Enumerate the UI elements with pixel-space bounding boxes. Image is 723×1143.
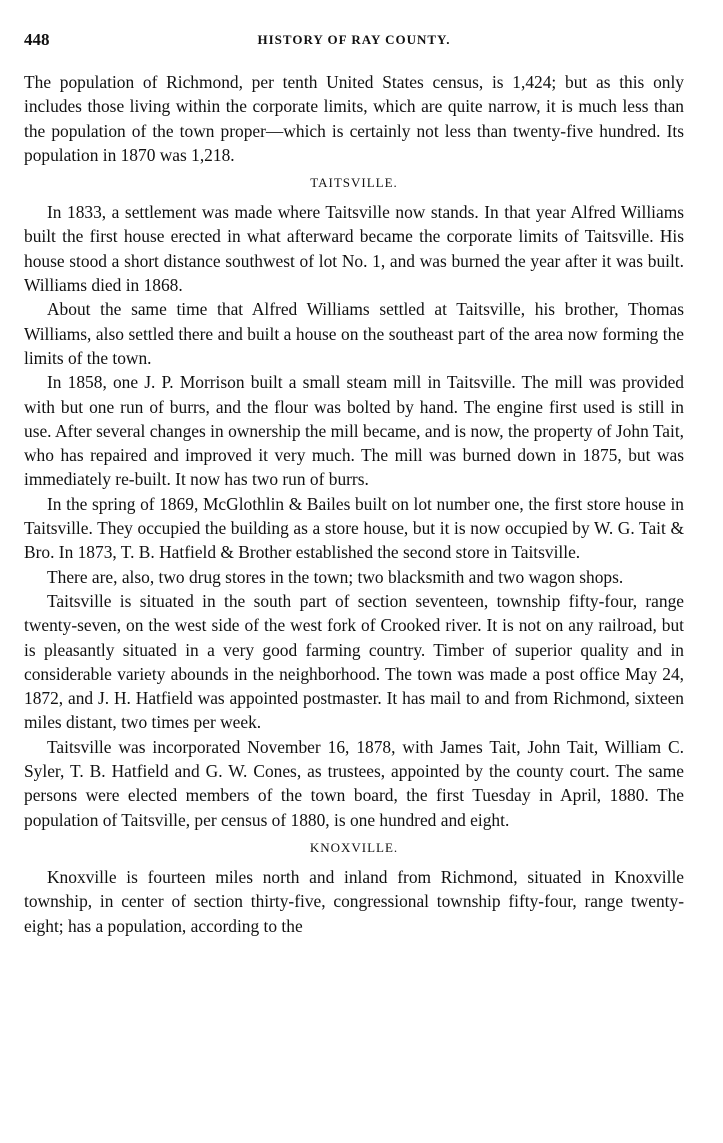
running-header [24,30,684,54]
book-page [24,30,684,938]
section-heading-taitsville: TAITSVILLE. [310,175,398,191]
paragraph-thomas-williams: About the same time that Alfred Williams settled at Taitsville, his brother, Thomas Williams, also settled there and built a house on the southeast part of the area now forming the limits of the town. [24,299,684,368]
paragraph-knoxville: Knoxville is fourteen miles north and inland from Richmond, situated in Knoxville township, in center of section thirty-five, congressional township fifty-four, range twenty-eight; has a population, according to the [24,866,684,936]
paragraph-location: Taitsville is situated in the south part of section seventeen, township fifty-four, range twenty-seven, on the west side of the west fork of Crooked river. It is not on any railroad, but is pleasantly situated in a very good farming country. Timber of superior quality and in considerable variety abounds in the neighborhood. The town was made a post office May 24, 1872, and J. H. Hatfield was appointed postmaster. It has mail to and from Richmond, sixteen miles distant, two times per week. [24,590,684,733]
paragraph-richmond-population: The population of Richmond, per tenth United States census, is 1,424; but as this only includes those living within the corporate limits, which are quite narrow, it is much less than the population of the town proper—which is certainly not less than twenty-five hundred. Its population in 1870 was 1,218. [24,72,684,165]
paragraph-incorporation: Taitsville was incorporated November 16, 1878, with James Tait, John Tait, William C. Syler, T. B. Hatfield and G. W. Cones, as trustees, appointed by the county court. The same persons were elected members of the town board, the first Tuesday in April, 1880. The population of Taitsville, per census of 1880, is one hundred and eight. [24,736,684,830]
section-heading-knoxville: KNOXVILLE. [309,839,399,855]
running-title: HISTORY OF RAY COUNTY. [257,32,451,47]
paragraph-first-store: In the spring of 1869, McGlothlin & Bailes built on lot number one, the first store house in Taitsville. They occupied the building as a store house, but it is now occupied by W. G. Tait & Bro. In 1873, T. B. Hatfield & Brother established the second store in Taitsville. [24,493,684,563]
paragraph-steam-mill: In 1858, one J. P. Morrison built a small steam mill in Taitsville. The mill was provided with but one run of burrs, and the flour was bolted by hand. The engine first used is still in use. After several changes in ownership the mill became, and is now, the property of John Tait, who has repaired and improved it very much. The mill was burned down in 1875, but was immediately re-built. It now has two run of burrs. [24,372,684,490]
paragraph-shops: There are, also, two drug stores in the town; two blacksmith and two wagon shops. [47,566,624,587]
paragraph-taitsville-settlement: In 1833, a settlement was made where Taitsville now stands. In that year Alfred Williams built the first house erected in what afterward became the corporate limits of Taitsville. His house stood a short distance southwest of lot No. 1, and was burned the year after it was built. Williams died in 1868. [24,202,684,296]
page-number: 448 [24,30,50,49]
